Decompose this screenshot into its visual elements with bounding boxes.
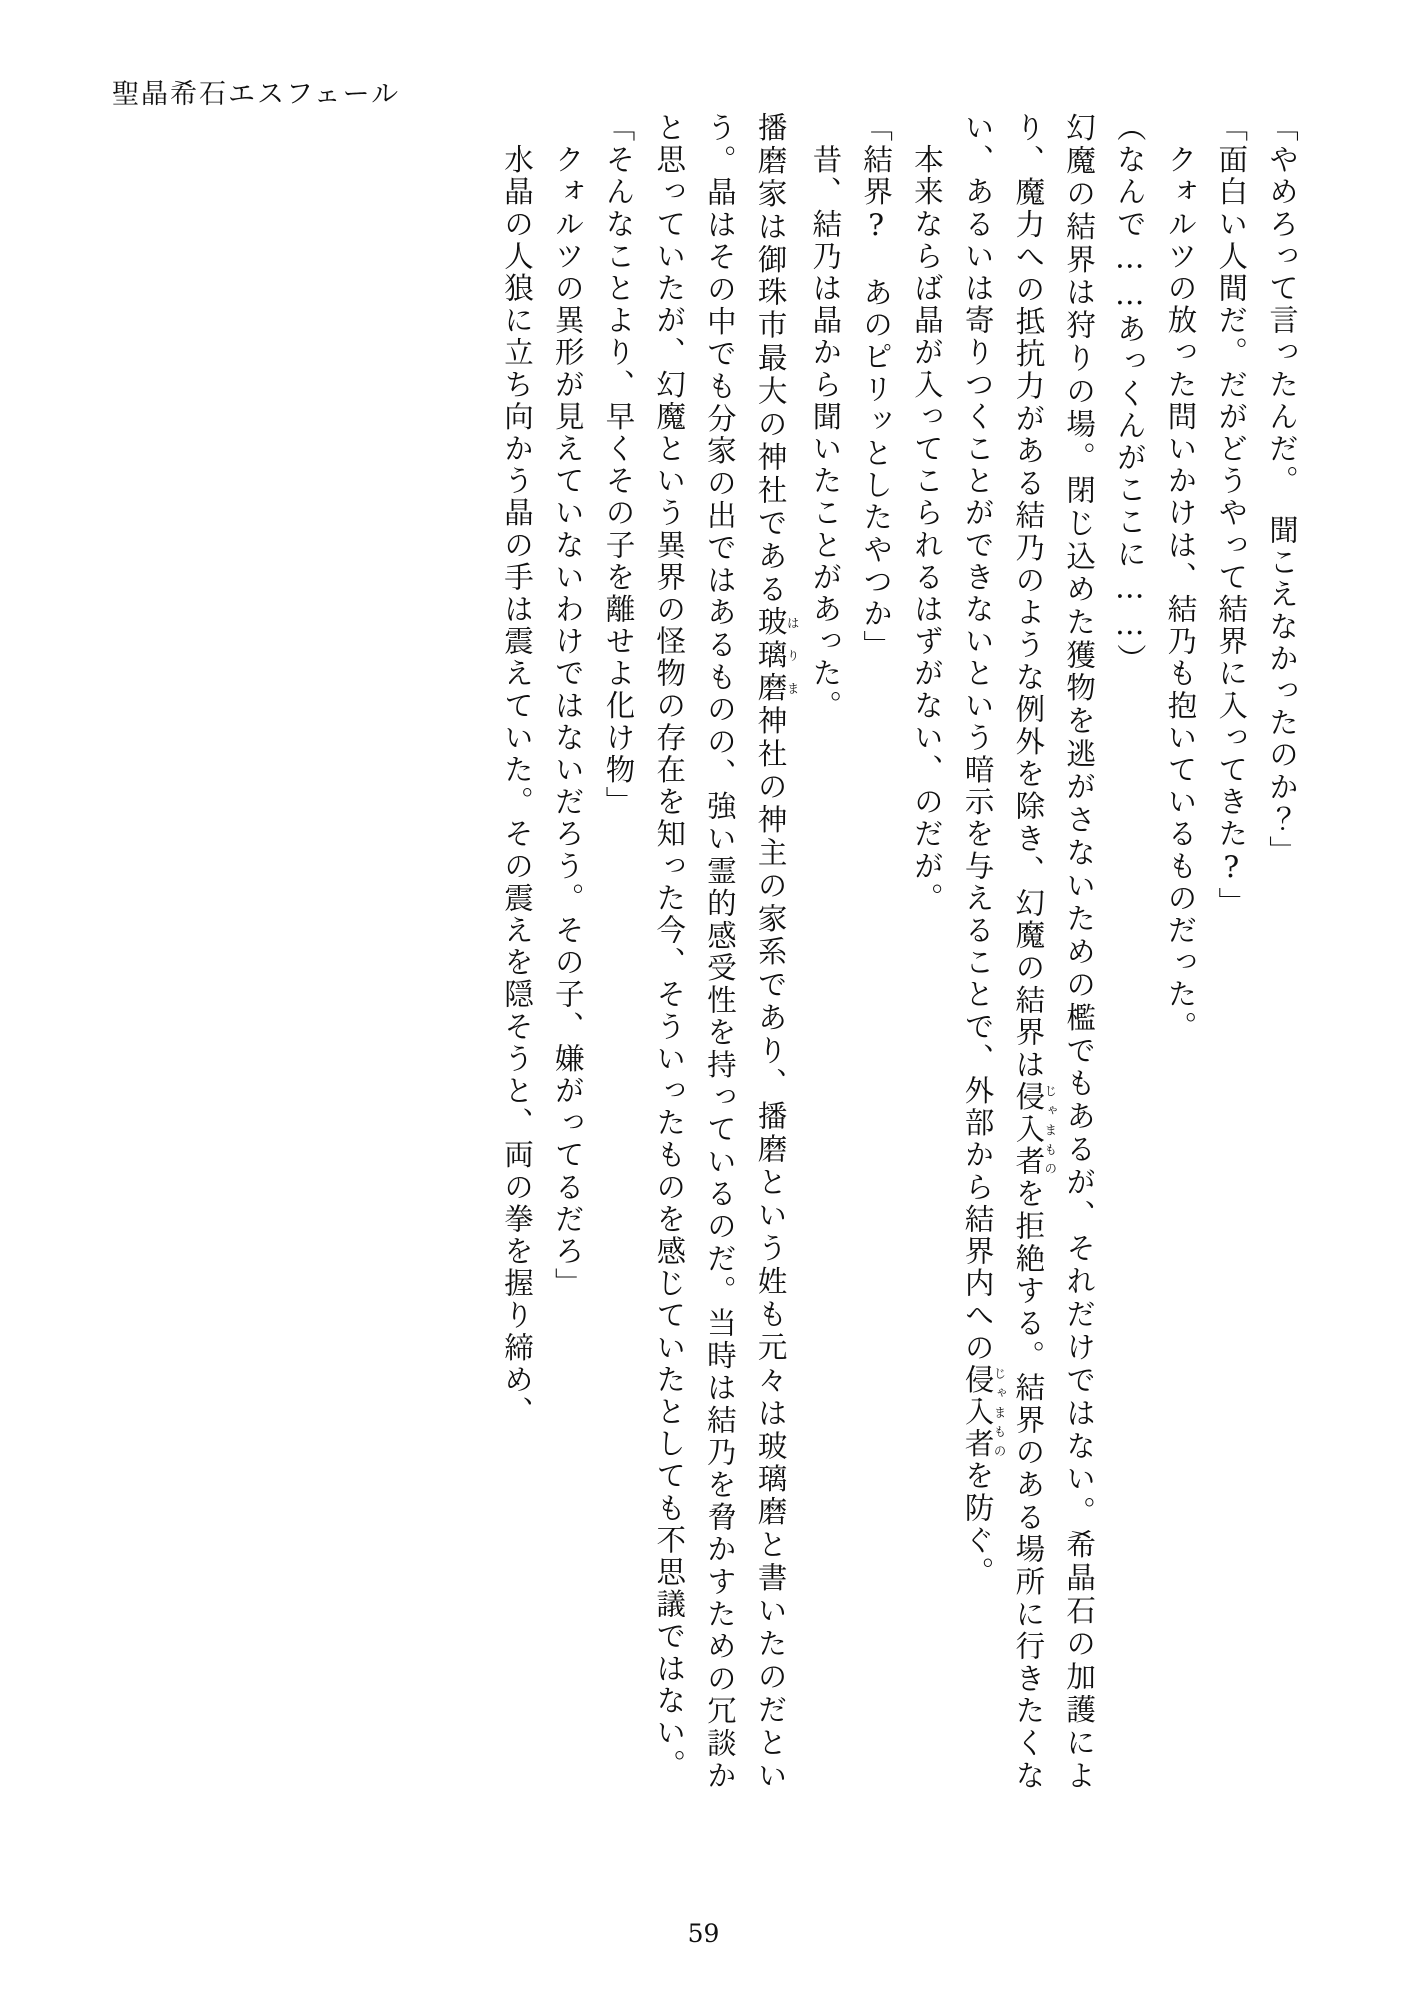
vertical-body-text <box>227 112 1307 1792</box>
running-head: 聖晶希石エスフェール <box>112 79 401 110</box>
ruby-text: じゃまもの <box>992 1363 1008 1461</box>
paragraph: 「面白い人間だ。だがどうやって結界に入ってきた?」 <box>1214 112 1249 919</box>
ruby-group: 侵入者じゃまもの <box>960 1363 1008 1461</box>
paragraph: 「やめろって言ったんだ。 聞こえなかったのか？」 <box>1265 112 1299 868</box>
paragraph: （なんで……あっくんがここに……） <box>1112 112 1147 676</box>
paragraph: 幻魔の結界は狩りの場。閉じ込めた獲物を逃がさないための檻でもあるが、それだけではない。希晶石の加護により、魔力への抵抗力がある結乃のような例外を除き、幻魔の結界は侵入者じゃまものを拒絶する。結界のある場所に行きたくない、あるいは寄りつくことができないという暗示を与えることで、外部から結界内への侵入者じゃまものを防ぐ。 <box>960 112 1097 1792</box>
ruby-text: じゃまもの <box>1042 1081 1058 1179</box>
ruby-group: 侵入者じゃまもの <box>1011 1081 1058 1179</box>
paragraph: クォルツの異形が見えていないわけではないだろう。その子、嫌がってるだろ」 <box>550 112 585 1300</box>
paragraph: 水晶の人狼に立ち向かう晶の手は震えていた。その震えを隠そうと、両の拳を握り締め、 <box>499 112 534 1429</box>
paragraph: 「そんなことより、早くその子を離せよ化け物」 <box>601 112 636 819</box>
paragraph: 本来ならば晶が入ってこられるはずがない、のだが。 <box>909 112 944 915</box>
paragraph: 播磨家は御珠市最大の神社である玻璃磨はりま神社の神主の家系であり、播磨という姓も元々は玻璃磨と書いたのだという。晶はその中でも分家の出ではあるものの、強い霊的感受性を持っているのだ。当時は結乃を脅かすための冗談かと思っていたが、幻魔という異界の怪物の存在を知った今、そういったものを感じていたとしても不思議ではない。 <box>652 112 801 1792</box>
paragraph: 「結界? あのピリッとしたやつか」 <box>859 112 894 663</box>
ruby-group: 玻璃磨はりま <box>753 606 801 706</box>
paragraph: 昔、結乃は晶から聞いたことがあった。 <box>808 112 843 722</box>
paragraph: クォルツの放った問いかけは、結乃も抱いているものだった。 <box>1163 112 1198 1043</box>
page-number: 59 <box>687 1919 720 1948</box>
ruby-text: はりま <box>785 606 801 705</box>
